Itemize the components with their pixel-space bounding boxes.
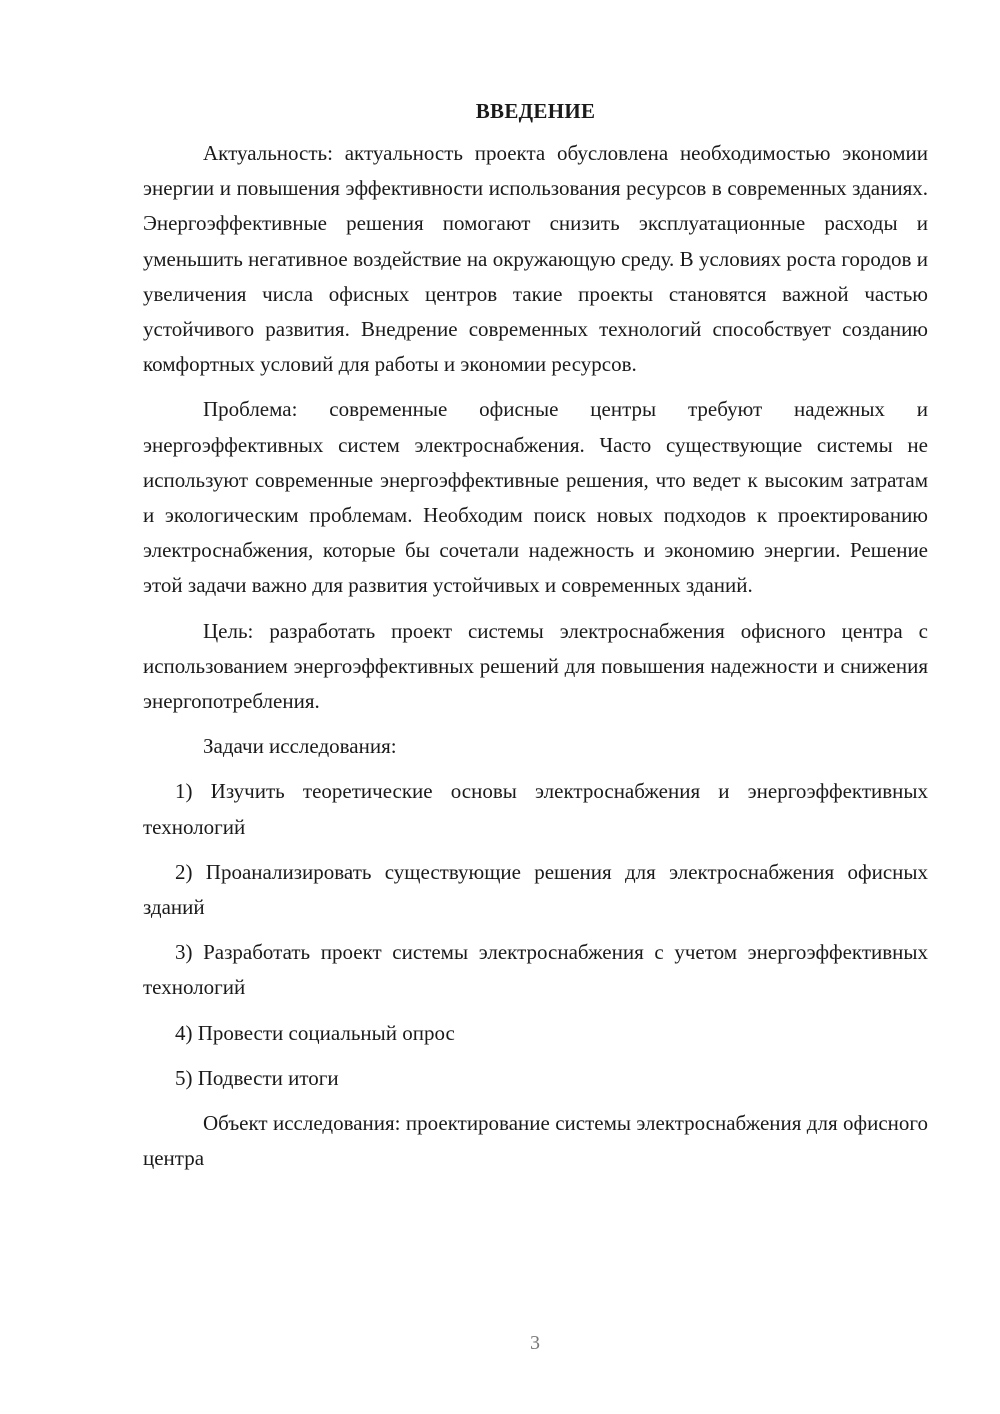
paragraph-relevance: Актуальность: актуальность проекта обусловлена необходимостью экономии энергии и повышения эффективности использования ресурсов в современных зданиях. Энергоэффективные решения помогают снизить эксплуатационные расходы и уменьшить негативное воздействие на окружающую среду. В условиях роста городов и увеличения числа офисных центров такие проекты становятся важной частью устойчивого развития. Внедрение современных технологий способствует созданию комфортных условий для работы и экономии ресурсов. [143, 141, 928, 377]
task-item-2: 2) Проанализировать существующие решения для электроснабжения офисных зданий [143, 859, 928, 920]
section-title: ВВЕДЕНИЕ [475, 99, 596, 123]
task-item-4: 4) Провести социальный опрос [175, 1020, 455, 1045]
page-number: 3 [530, 1332, 540, 1354]
paragraph-goal: Цель: разработать проект системы электроснабжения офисного центра с использованием энергоэффективных решений для повышения надежности и снижения энергопотребления. [143, 618, 928, 714]
paragraph-object: Объект исследования: проектирование системы электроснабжения для офисного центра [143, 1111, 928, 1171]
document-page [143, 96, 928, 1186]
tasks-heading: Задачи исследования: [203, 734, 397, 759]
paragraph-problem: Проблема: современные офисные центры требуют надежных и энергоэффективных систем электроснабжения. Часто существующие системы не используют современные энергоэффективные решения, что ведет к высоким затратам и экологическим проблемам. Необходим поиск новых подходов к проектированию электроснабжения, которые бы сочетали надежность и экономию энергии. Решение этой задачи важно для развития устойчивых и современных зданий. [143, 397, 928, 598]
task-item-5: 5) Подвести итоги [175, 1065, 339, 1090]
task-item-3: 3) Разработать проект системы электроснабжения с учетом энергоэффективных технологий [143, 940, 928, 1000]
task-item-1: 1) Изучить теоретические основы электроснабжения и энергоэффективных технологий [143, 779, 928, 839]
